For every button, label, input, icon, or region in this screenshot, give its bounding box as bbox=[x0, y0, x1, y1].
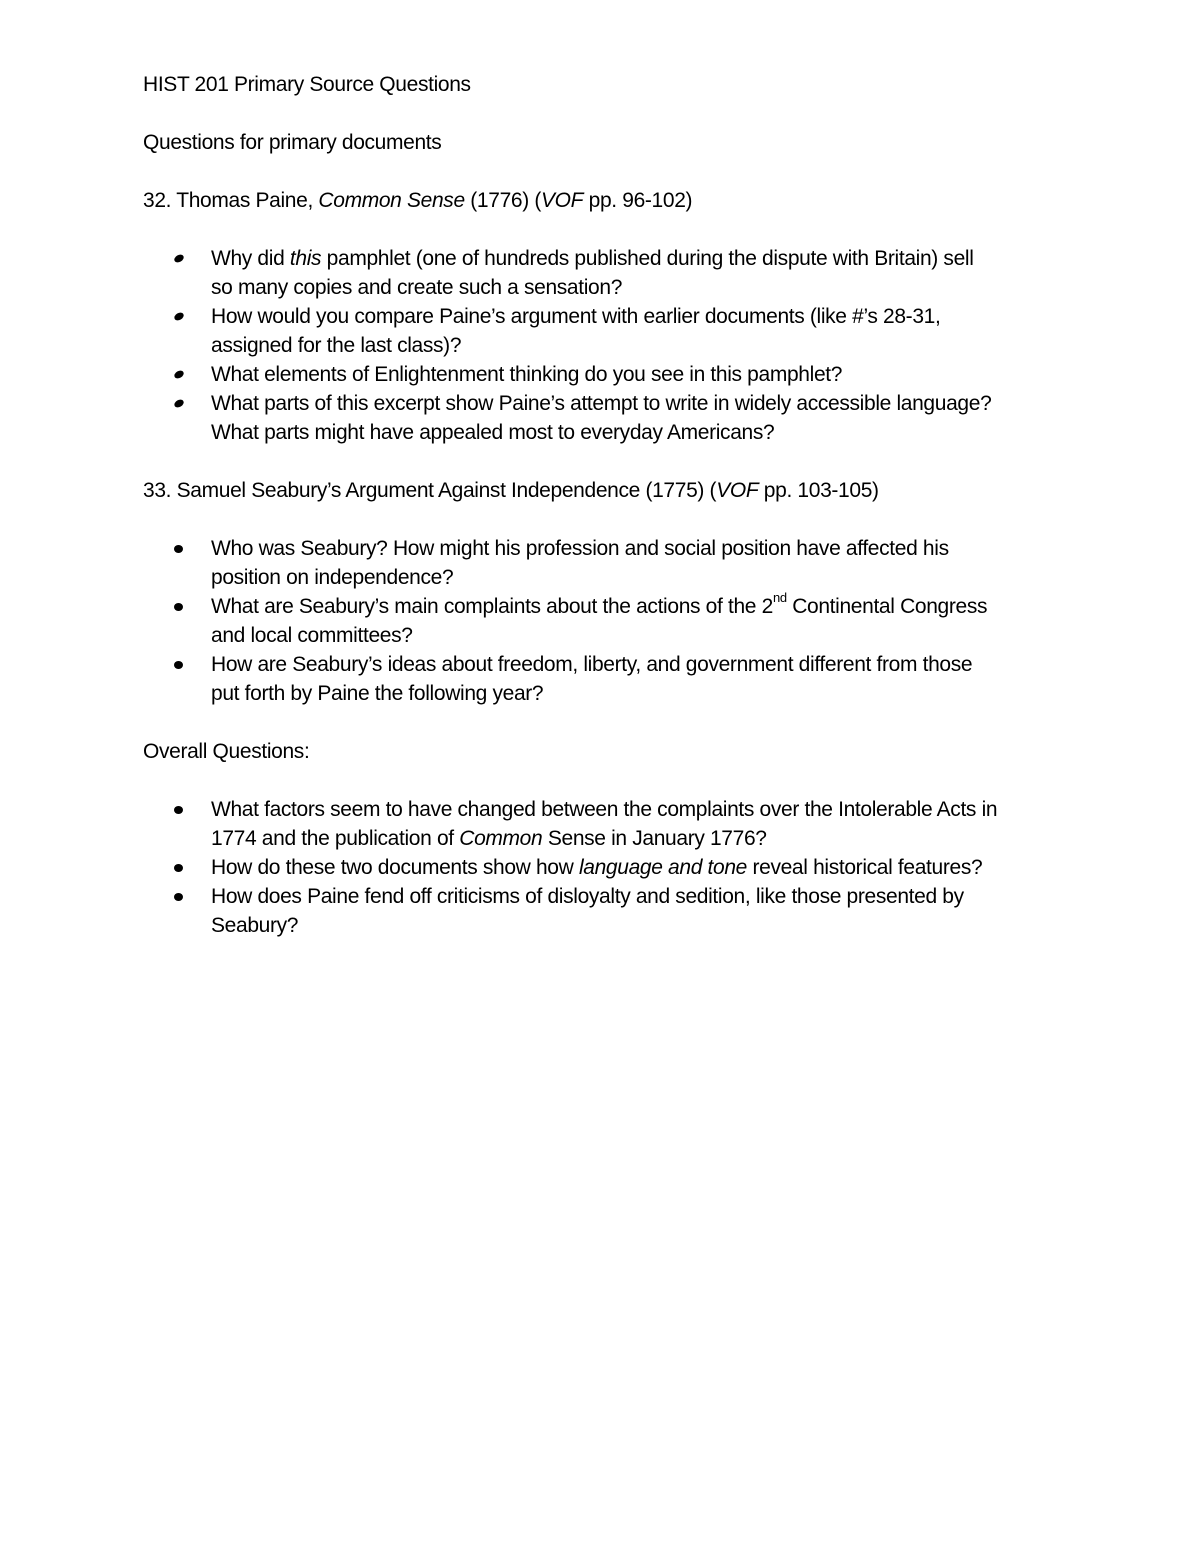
section-33-source: VOF bbox=[716, 479, 759, 502]
bullet-icon bbox=[174, 893, 183, 901]
section-32-source: VOF bbox=[541, 189, 584, 212]
bullet-icon bbox=[174, 603, 183, 611]
section-33-heading: 33. Samuel Seabury’s Argument Against Independence (1775) (VOF pp. 103-105) bbox=[143, 479, 879, 502]
list-item: What are Seabury’s main complaints about the actions of the 2nd Continental Congress and local committees? bbox=[143, 592, 1063, 650]
overall-questions bbox=[143, 795, 1063, 940]
list-item: What elements of Enlightenment thinking do you see in this pamphlet? bbox=[143, 360, 1063, 389]
bullet-icon bbox=[173, 369, 185, 380]
section-33-questions bbox=[143, 534, 1063, 708]
document-title: HIST 201 Primary Source Questions bbox=[143, 73, 471, 96]
section-32-heading bbox=[143, 186, 1063, 215]
bullet-icon bbox=[173, 311, 185, 322]
list-item: How are Seabury’s ideas about freedom, liberty, and government different from those put forth by Paine the following year? bbox=[143, 650, 1063, 708]
section-32-questions bbox=[143, 244, 1063, 447]
overall-heading: Overall Questions: bbox=[143, 740, 310, 763]
section-32-work-title: Common Sense bbox=[318, 189, 465, 212]
list-item: How do these two documents show how language and tone reveal historical features? bbox=[143, 853, 1063, 882]
list-item: Who was Seabury? How might his profession and social position have affected his position on independence? bbox=[143, 534, 1063, 592]
section-32-year: (1776) ( bbox=[464, 189, 542, 212]
bullet-icon bbox=[174, 545, 183, 553]
bullet-icon bbox=[174, 864, 183, 872]
list-item: How would you compare Paine’s argument with earlier documents (like #’s 28-31, assigned for the last class)? bbox=[143, 302, 1063, 360]
list-item: Why did this pamphlet (one of hundreds published during the dispute with Britain) sell so many copies and create such a sensation? bbox=[143, 244, 1063, 302]
bullet-icon bbox=[174, 661, 183, 669]
bullet-icon bbox=[173, 253, 185, 264]
bullet-icon bbox=[174, 806, 183, 814]
document-subtitle: Questions for primary documents bbox=[143, 131, 442, 154]
list-item: How does Paine fend off criticisms of disloyalty and sedition, like those presented by Seabury? bbox=[143, 882, 1063, 940]
section-32-pages: pp. 96-102) bbox=[583, 189, 693, 212]
list-item: What factors seem to have changed between the complaints over the Intolerable Acts in 1774 and the publication of Common Sense in January 1776? bbox=[143, 795, 1063, 853]
bullet-icon bbox=[173, 398, 185, 409]
section-32-number: 32. Thomas Paine, bbox=[143, 189, 319, 212]
document-page bbox=[143, 70, 1063, 969]
list-item: What parts of this excerpt show Paine’s attempt to write in widely accessible language? What parts might have appealed most to everyday Americans? bbox=[143, 389, 1063, 447]
